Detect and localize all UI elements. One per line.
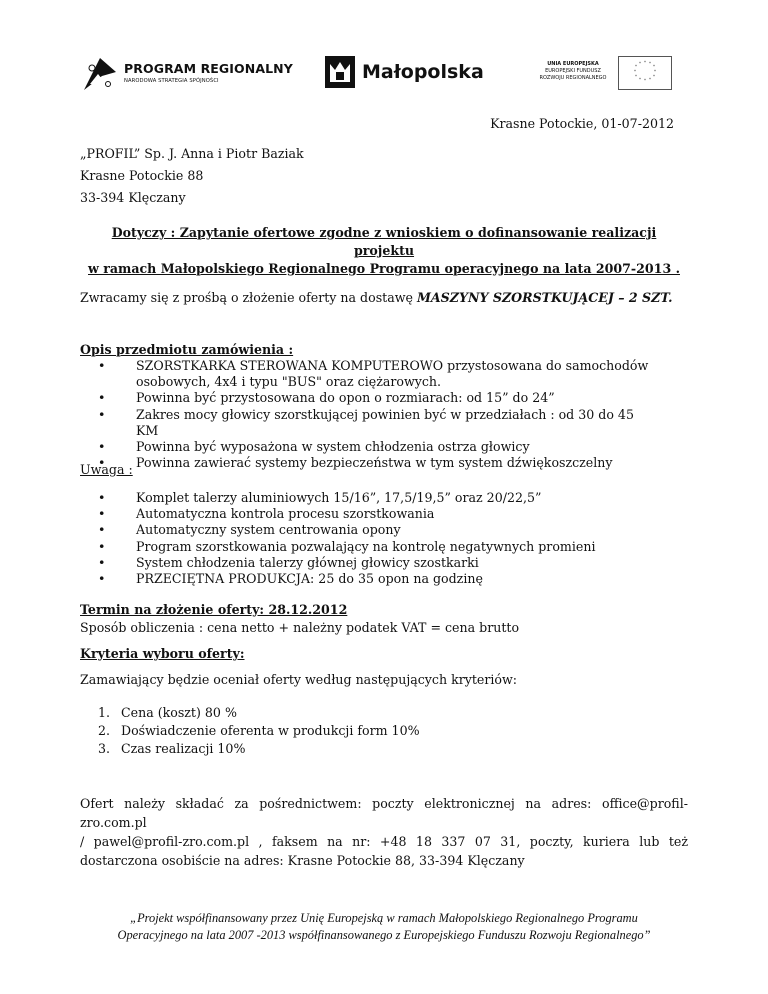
address-line-3: 33-394 Klęczany [80,190,186,205]
criteria-text: Doświadczenie oferenta w produkcji form 10% [121,723,420,738]
eu-logo-text [530,61,616,82]
zamawiajacy-text: Zamawiający będzie oceniał oferty według następujących kryteriów: [80,672,518,687]
oferty-paragraph [80,794,688,870]
letter-date: Krasne Potockie, 01-07-2012 [490,116,674,131]
program-regionalny-title: PROGRAM REGIONALNY [124,61,293,76]
svg-text:*: * [639,61,641,66]
eu-logo-line1: UNIA EUROPEJSKA [547,61,599,67]
program-regionalny-subtitle: NARODOWA STRATEGIA SPÓJNOŚCI [124,78,219,84]
list-item [98,704,420,722]
svg-text:*: * [653,64,655,69]
list-item [98,722,420,740]
program-regionalny-logo [80,52,293,96]
opis-list [98,358,658,471]
svg-text:*: * [635,74,637,79]
malopolska-logo [325,56,485,92]
uwaga-list [98,490,658,587]
svg-text:*: * [653,74,655,79]
eu-logo-line2: EUROPEJSKI FUNDUSZ [545,68,601,74]
list-item [98,358,658,390]
svg-text:*: * [644,60,646,65]
header-logos [0,52,768,98]
subject-line-1: Dotyczy : Zapytanie ofertowe zgodne z wnioskiem o dofinansowanie realizacji projektu [111,225,657,258]
list-item: • Zakres mocy głowicy szorstkującej powinien być w przedziałach : od 30 do 45 KM [98,407,658,439]
address-line-1: „PROFIL” Sp. J. Anna i Piotr Baziak [80,146,304,161]
malopolska-emblem-icon [325,56,355,88]
svg-text:*: * [649,77,651,82]
list-item: • Powinna być wyposażona w system chłodzenia ostrza głowicy [98,439,658,455]
oferty-line-3: dostarczona osobiście na adres: Krasne Potockie 88, 33-394 Klęczany [80,853,525,868]
footer-note [60,910,708,944]
list-item: • Powinna być przystosowana do opon o rozmiarach: od 15” do 24” [98,390,658,406]
svg-text:*: * [644,78,646,83]
opis-item-1-line-1: • SZORSTKARKA STEROWANA KOMPUTEROWO przystosowana do samochodów [136,358,649,373]
request-prefix: Zwracamy się z prośbą o złożenie oferty na dostawę [80,290,417,305]
criteria-number: 1. [98,705,111,720]
request-sentence [80,290,672,306]
footer-line-2: Operacyjnego na lata 2007 -2013 współfinansowanego z Europejskiego Funduszu Rozwoju Regionalnego” [117,928,651,942]
oferty-line-1: Ofert należy składać za pośrednictwem: poczty elektronicznej na adres: office@profil-zro.com.pl [80,796,688,830]
oferty-line-2: / pawel@profil-zro.com.pl , faksem na nr: +48 18 337 07 31, poczty, kuriera lub też [80,834,688,849]
eu-logo [530,56,680,92]
list-item: • Automatyczna kontrola procesu szorstkowania [98,506,658,522]
list-item: • System chłodzenia talerzy głównej głowicy szostkarki [98,555,658,571]
list-item: • Powinna zawierać systemy bezpieczeństwa w tym system dźwiękoszczelny [98,455,658,471]
svg-text:*: * [635,64,637,69]
sposob-obliczenia: Sposób obliczenia : cena netto + należny podatek VAT = cena brutto [80,620,520,635]
uwaga-heading: Uwaga : [80,462,133,477]
list-item: • Program szorstkowania pozwalający na kontrolę negatywnych promieni [98,539,658,555]
address-line-2: Krasne Potockie 88 [80,168,204,183]
criteria-list [98,704,420,758]
svg-text:*: * [649,61,651,66]
subject [80,224,688,278]
kryteria-heading: Kryteria wyboru oferty: [80,646,245,661]
svg-text:*: * [654,69,656,74]
criteria-text: Czas realizacji 10% [121,741,246,756]
opis-heading: Opis przedmiotu zamówienia : [80,342,294,357]
svg-text:*: * [639,77,641,82]
criteria-text: Cena (koszt) 80 % [121,705,237,720]
eu-flag-icon [618,56,672,90]
criteria-number: 3. [98,741,111,756]
footer-line-1: „Projekt współfinansowany przez Unię Europejską w ramach Małopolskiego Regionalnego Programu [130,911,638,925]
malopolska-text: Małopolska [362,61,484,83]
svg-text:*: * [634,69,636,74]
subject-line-2: w ramach Małopolskiego Regionalnego Programu operacyjnego na lata 2007-2013 . [88,261,680,276]
program-regionalny-mark-icon [80,54,120,94]
request-item: MASZYNY SZORSTKUJĄCEJ – 2 SZT. [416,290,673,305]
list-item: • PRZECIĘTNA PRODUKCJA: 25 do 35 opon na godzinę [98,571,658,587]
criteria-number: 2. [98,723,111,738]
list-item: • Automatyczny system centrowania opony [98,522,658,538]
eu-logo-line3: ROZWOJU REGIONALNEGO [539,75,607,81]
list-item: • Komplet talerzy aluminiowych 15/16”, 17,5/19,5” oraz 20/22,5” [98,490,658,506]
list-item [98,740,420,758]
termin-heading: Termin na złożenie oferty: 28.12.2012 [80,602,348,617]
opis-item-1-line-2: osobowych, 4x4 i typu "BUS" oraz ciężarowych. [136,374,442,390]
